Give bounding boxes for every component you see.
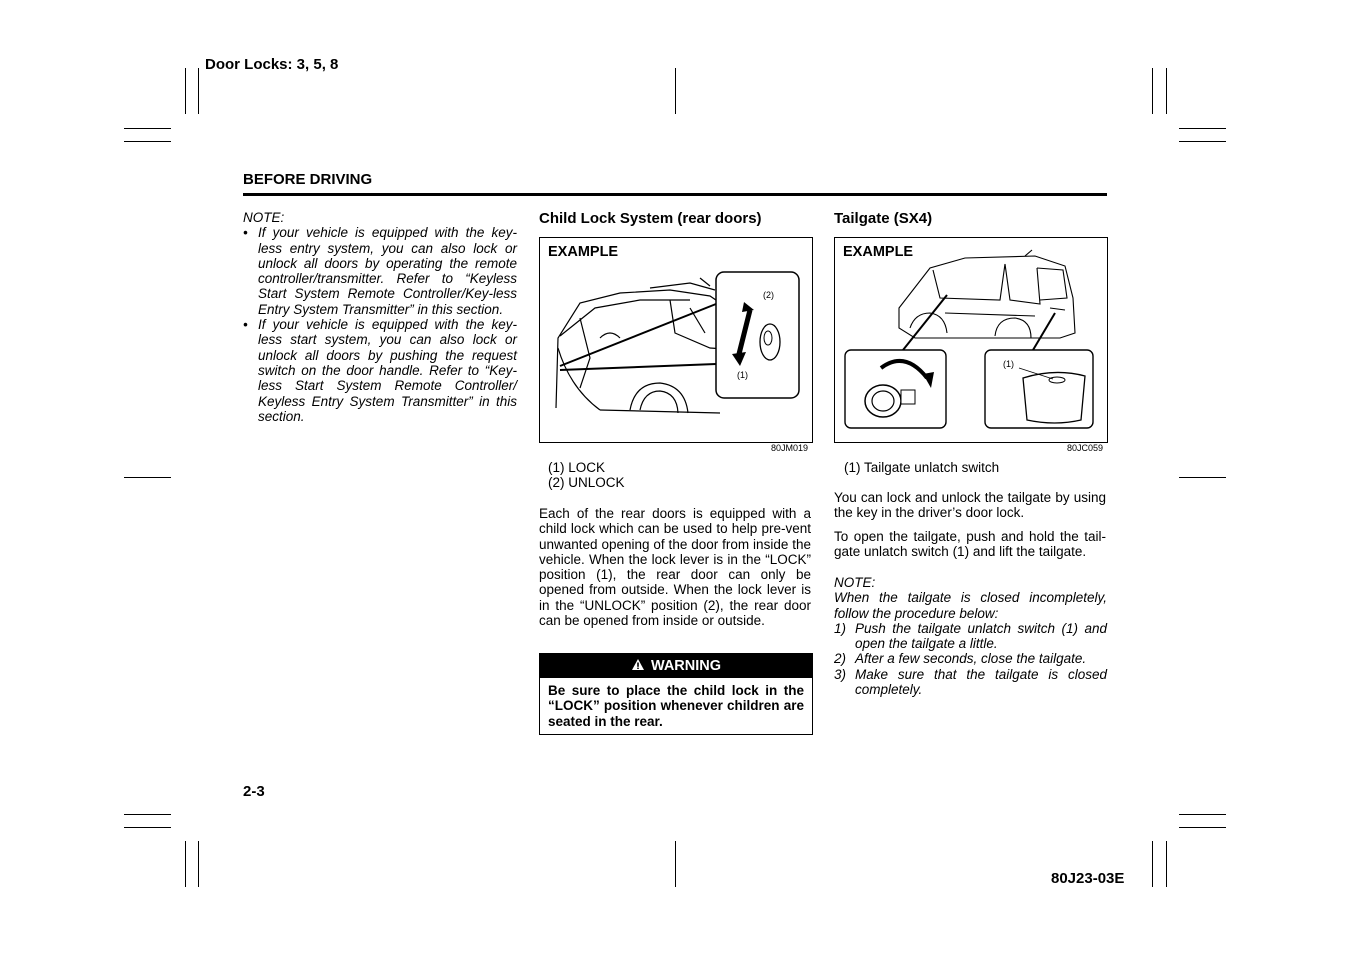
step-number: 2)	[834, 651, 847, 667]
document-code: 80J23-03E	[1051, 870, 1125, 887]
child-lock-heading: Child Lock System (rear doors)	[539, 210, 762, 227]
page-number: 2-3	[243, 783, 265, 800]
tailgate-figure	[834, 237, 1108, 443]
child-lock-legend	[548, 460, 625, 491]
note-label: NOTE:	[243, 210, 285, 225]
child-lock-body: Each of the rear doors is equipped with a child lock which can be used to help pre-vent unwanted opening of the door from inside the vehicle. When the lock lever is in the “LOCK” position (1), the rear door can only be opened from outside. When the lock lever is in the “UNLOCK” position (2), the rear door can be opened from inside or outside.	[539, 506, 811, 629]
note-item: • If your vehicle is equipped with the key-less entry system, you can also lock or unlock all doors by operating the remote controller/transmitter. Refer to “Keyless Start System Remote Controller/Key-less Entry System Transmitter” in this section.	[243, 225, 517, 317]
step-text: Make sure that the tailgate is closed completely.	[855, 666, 1107, 698]
legend-item: (1) LOCK	[548, 460, 606, 475]
callout-1: (1)	[737, 370, 748, 380]
note-step	[834, 651, 1107, 666]
callout-1: (1)	[1003, 359, 1014, 369]
legend-item: (1) Tailgate unlatch switch	[844, 460, 1000, 475]
tailgate-legend	[844, 460, 999, 475]
note-item-text: If your vehicle is equipped with the key-less entry system, you can also lock or unlock all doors by operating the remote controller/transmitter. Refer to “Keyless Start System Remote Controller/Key-less Entry System Transmitter” in this section.	[258, 225, 517, 317]
warning-text: Be sure to place the child lock in the “LOCK” position whenever children are seated in the rear.	[548, 683, 804, 729]
figure-label: EXAMPLE	[843, 244, 914, 260]
section-title: BEFORE DRIVING	[243, 171, 373, 188]
tailgate-para-2: To open the tailgate, push and hold the tail-gate unlatch switch (1) and lift the tailgate.	[834, 529, 1106, 560]
left-note	[243, 210, 517, 424]
running-header: Door Locks: 3, 5, 8	[205, 56, 339, 73]
warning-header	[540, 654, 812, 678]
warning-title: WARNING	[650, 658, 722, 674]
warning-box	[539, 653, 813, 735]
callout-2: (2)	[763, 290, 774, 300]
note-label: NOTE:	[834, 575, 876, 590]
note-item-text: If your vehicle is equipped with the key-less start system, you can also lock or unlock all doors by pushing the request switch on the door handle. Refer to “Key-less Start System Remote Controller/ Keyless Entry System Transmitter” in this section.	[258, 317, 517, 424]
legend-item: (2) UNLOCK	[548, 475, 625, 491]
child-lock-illustration	[540, 238, 812, 442]
step-text: After a few seconds, close the tailgate.	[855, 651, 1087, 667]
note-step	[834, 621, 1107, 652]
tailgate-para-1: You can lock and unlock the tailgate by using the key in the driver’s door lock.	[834, 490, 1106, 521]
tailgate-heading: Tailgate (SX4)	[834, 210, 933, 227]
child-lock-figure	[539, 237, 813, 443]
step-number: 1)	[834, 620, 847, 636]
note-item: • If your vehicle is equipped with the key-less start system, you can also lock or unlock all doors by pushing the request switch on the door handle. Refer to “Key-less Start System Remote Controller/ Keyless Entry System Transmitter” in this section.	[243, 317, 517, 424]
figure-label: EXAMPLE	[548, 244, 619, 260]
tailgate-illustration	[835, 238, 1107, 442]
step-number: 3)	[834, 666, 847, 682]
warning-triangle-icon	[631, 658, 645, 671]
section-rule	[243, 193, 1107, 196]
step-text: Push the tailgate unlatch switch (1) and open the tailgate a little.	[855, 620, 1107, 652]
figure-code: 80JC059	[1067, 443, 1104, 453]
note-step	[834, 667, 1107, 698]
note-intro: When the tailgate is closed incompletely, follow the procedure below:	[834, 590, 1107, 621]
tailgate-note	[834, 575, 1107, 697]
figure-code: 80JM019	[771, 443, 809, 453]
